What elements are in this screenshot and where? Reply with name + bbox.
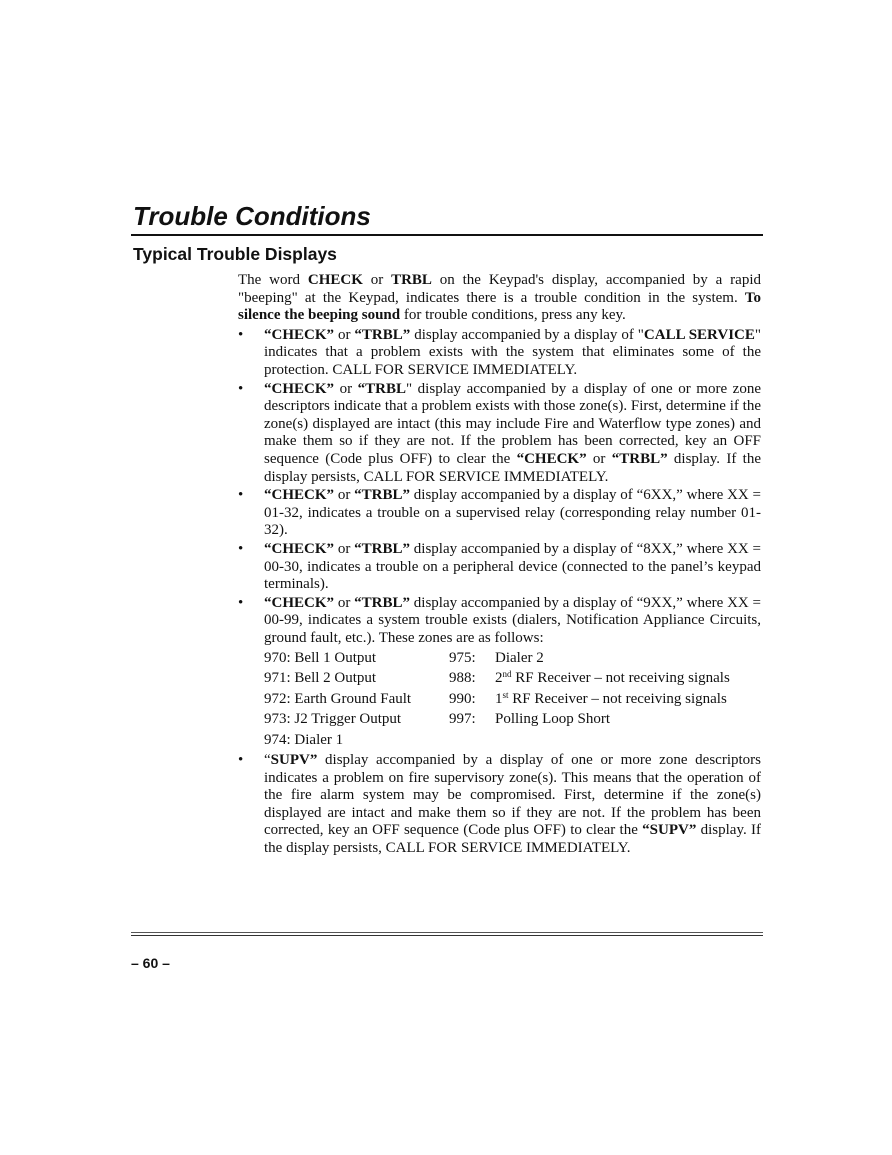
check-term: “CHECK” — [264, 540, 335, 557]
intro-check-term: CHECK — [307, 272, 363, 288]
table-row — [264, 689, 730, 710]
check-term: “CHECK” — [264, 326, 335, 343]
trbl-term: “TRBL” — [354, 326, 411, 343]
list-item-8xx — [238, 541, 761, 594]
footer-divider — [131, 935, 763, 936]
section-title: Trouble Conditions — [133, 201, 371, 231]
list-item-text — [264, 595, 761, 648]
supv-term: “SUPV” — [642, 822, 697, 839]
list-item-zone-descriptors — [238, 381, 761, 487]
zone-text: RF Receiver – not receiving signals — [508, 690, 727, 707]
call-service-term: CALL SERVICE — [643, 326, 755, 343]
trbl-term: “TRBL — [357, 380, 406, 397]
ordinal-suffix: nd — [502, 669, 512, 680]
body-text — [238, 272, 761, 859]
zone-text: 2 — [495, 670, 503, 687]
zone-description-empty — [495, 730, 730, 751]
zone-code: 990: — [449, 690, 476, 707]
trouble-list — [238, 327, 761, 858]
ordinal-suffix: st — [502, 689, 509, 700]
zone-table — [264, 648, 730, 751]
table-row — [264, 730, 730, 751]
zone-description — [495, 689, 730, 710]
trbl-term: “TRBL” — [354, 487, 410, 504]
item-text: “ — [264, 751, 271, 768]
item-text: or — [334, 594, 355, 611]
zone-text: 1 — [495, 690, 503, 707]
item-text: " indicates that a problem exists with the system that eliminates some of the protection. CALL FOR SERVICE IMMEDIATELY. — [264, 326, 761, 378]
zone-cell: 973: J2 Trigger Output — [264, 711, 402, 728]
item-text: display accompanied by a display of “8XX,” where XX = 00-30, indicates a trouble on a peripheral device (connected to the panel’s keypad terminals). — [264, 540, 762, 593]
supv-term: SUPV” — [270, 751, 318, 768]
trbl-term: “TRBL” — [354, 594, 410, 611]
item-text: display accompanied by a display of “6XX,” where XX = 01-32, indicates a trouble on a supervised relay (corresponding relay number 01-32). — [264, 487, 762, 539]
item-text: or — [334, 540, 355, 557]
intro-text: or — [362, 272, 392, 288]
item-text: or — [334, 487, 355, 504]
item-text: " display accompanied by a display of one or more zone descriptors indicate that a problem exists with those zone(s). First, determine if the zone(s) displayed are intact (this may include Fire and Waterflow type zones) and make them so if they are not. If the problem has been corrected, key an OFF sequence (Code plus OFF) to clear the — [264, 380, 761, 467]
trbl-term: “TRBL” — [611, 450, 668, 467]
bullet-icon: • — [238, 540, 244, 557]
zone-code: 997: — [449, 711, 476, 728]
list-item-call-service — [238, 327, 761, 380]
check-term: “CHECK” — [264, 594, 335, 611]
table-row — [264, 710, 730, 731]
bullet-icon: • — [238, 380, 244, 397]
page-number: – 60 – — [131, 955, 170, 971]
intro-trbl-term: TRBL — [391, 272, 432, 288]
zone-code: 988: — [449, 670, 476, 687]
check-term: “CHECK” — [264, 487, 335, 504]
list-item-text — [264, 381, 761, 487]
title-divider — [131, 234, 763, 236]
zone-code: 975: — [449, 649, 476, 666]
intro-text: for trouble conditions, press any key. — [400, 307, 626, 324]
list-item-text — [264, 327, 761, 380]
list-item-text — [264, 487, 761, 540]
zone-cell: 972: Earth Ground Fault — [264, 690, 412, 707]
table-row — [264, 669, 730, 690]
bullet-icon: • — [238, 594, 244, 611]
footer-divider — [131, 932, 763, 933]
check-term: “CHECK” — [264, 380, 335, 397]
zone-cell: 974: Dialer 1 — [264, 731, 344, 748]
item-text: or — [334, 326, 355, 343]
zone-description — [495, 669, 730, 690]
zone-cell: 971: Bell 2 Output — [264, 670, 377, 687]
item-text: display. If the display persists, CALL FOR SERVICE IMMEDIATELY. — [264, 822, 761, 856]
bullet-icon: • — [238, 751, 244, 768]
table-row — [264, 648, 730, 669]
bullet-icon: • — [238, 487, 244, 504]
check-term: “CHECK” — [516, 450, 587, 467]
item-text: or — [334, 380, 358, 397]
intro-text: The word — [238, 272, 308, 288]
item-text: display accompanied by a display of one or more zone descriptors indicates a problem on fire supervisory zone(s). This means that the operation of the fire alarm system may be compromised. First, determine if the zone(s) displayed are intact and make them so if they are not. If the problem has been corrected, key an OFF sequence (Code plus OFF) to clear the — [264, 751, 761, 839]
item-text: display. If the display persists, CALL FOR SERVICE IMMEDIATELY. — [264, 450, 761, 485]
zone-description: Polling Loop Short — [495, 711, 611, 728]
list-item-supv — [238, 752, 761, 858]
intro-silence-term: To silence the beeping sound — [238, 289, 761, 324]
item-text: display accompanied by a display of “9XX,” where XX = 00-99, indicates a system trouble exists (dialers, Notification Appliance Circuits, ground fault, etc.). These zones are as follows: — [264, 594, 762, 646]
list-item-6xx — [238, 487, 761, 540]
list-item-9xx — [238, 595, 761, 751]
intro-paragraph — [238, 272, 761, 325]
trbl-term: “TRBL” — [354, 540, 410, 557]
zone-text: RF Receiver – not receiving signals — [511, 670, 730, 687]
bullet-icon: • — [238, 326, 244, 343]
list-item-text — [264, 541, 761, 594]
item-text: or — [586, 450, 612, 467]
list-item-text — [264, 752, 761, 858]
item-text: display accompanied by a display of " — [410, 326, 644, 343]
zone-code-empty — [449, 730, 495, 751]
zone-description: Dialer 2 — [495, 649, 544, 666]
zone-cell: 970: Bell 1 Output — [264, 649, 377, 666]
subsection-title: Typical Trouble Displays — [133, 244, 337, 264]
intro-text: on the Keypad's display, accompanied by a rapid "beeping" at the Keypad, indicates there is a trouble condition in the system. — [238, 272, 761, 306]
